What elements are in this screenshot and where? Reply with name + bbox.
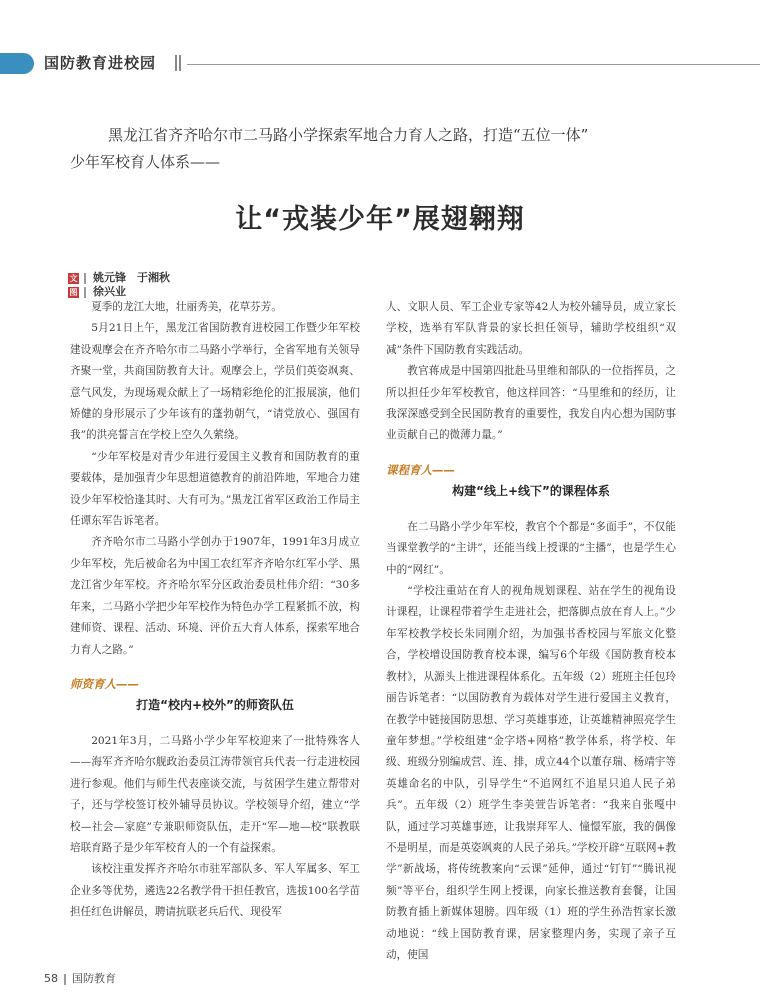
deck-line-2: 少年军校育人体系—— <box>70 153 221 171</box>
paragraph: 在二马路小学少年军校，教官个个都是“多面手”，不仅能当课堂教学的“主讲”，还能当线上授课的“主播”，也是学生心中的“网红”。 <box>386 520 676 576</box>
text-credit-badge: 文 <box>69 273 78 283</box>
photographer-name: 徐兴业 <box>93 285 126 298</box>
right-column <box>386 297 676 966</box>
paragraph: 教官蒋成是中国第四批赴马里维和部队的一位指挥员，之所以担任少年军校教官，他这样回答：“马里维和的经历，让我深深感受到全民国防教育的重要性，我发自内心想为国防事业贡献自己的微薄力量。” <box>386 365 676 442</box>
section-tag-teachers: 师资育人—— <box>70 676 139 691</box>
photo-credit-badge: 图 <box>69 287 78 297</box>
paragraph: “少年军校是对青少年进行爱国主义教育和国防教育的重要载体，是加强青少年思想道德教育的前沿阵地，军地合力建设少年军校恰逢其时、大有可为。”黑龙江省军区政治工作局主任谭东军告诉笔者。 <box>70 450 360 528</box>
paragraph: 齐齐哈尔市二马路小学创办于1907年，1991年3月成立少年军校，先后被命名为中国工农红军齐齐哈尔红军小学、黑龙江省少年军校。齐齐哈尔军分区政治委员杜伟介绍：“30多年来，二马路小学把少年军校作为特色办学工程紧抓不放，构建师资、课程、活动、环境、评价五大育人体系，探索军地合力育人之路。” <box>70 536 360 656</box>
left-column <box>70 297 360 924</box>
article-headline: 让“戎装少年”展翅翱翔 <box>235 204 525 235</box>
magazine-name: 国防教育 <box>72 972 116 985</box>
section-title-curriculum: 构建“线上+线下”的课程体系 <box>452 483 610 498</box>
author-names: 姚元锋 于湘秋 <box>93 271 170 284</box>
deck-line-1: 黑龙江省齐齐哈尔市二马路小学探索军地合力育人之路，打造“五位一体” <box>108 126 589 144</box>
paragraph: 人、文职人员、军工企业专家等42人为校外辅导员，成立家长学校，选举有军队背景的家长担任领导，辅助学校组织“双减”条件下国防教育实践活动。 <box>386 301 676 356</box>
paragraph: “学校注重站在育人的视角规划课程、站在学生的视角设计课程，让课程带着学生走进社会，把落脚点放在育人上。”少年军校教学校长朱同刚介绍，为加强书香校园与军旅文化整合，学校增设国防教育校本课，编写6个年级《国防教育校本教材》，从源头上推进课程体系化。五年级（2）班班主任包玲丽告诉笔者：“以国防教育为载体对学生进行爱国主义教育，在教学中链接国防思想、学习英雄事迹，让英雄精神照亮学生童年梦想。”学校组建“金字塔+网格”教学体系，将学校、年级、班级分别编成营、连、排，成立44个以董存瑞、杨靖宇等英雄命名的中队，引导学生“不追网红不追星只追人民子弟兵”。五年级（2）班学生李美萱告诉笔者：“我来自张嘎中队，通过学习英雄事迹，让我崇拜军人、憧憬军旅，我的偶像不是明星，而是英姿飒爽的人民子弟兵。”学校开辟“互联网+教学”新战场，将传统教案向“云课”延伸，通过“钉钉”“腾讯视频”等平台，组织学生网上授课，向家长推送教育套餐，让国防教育插上新媒体翅膀。四年级（1）班的学生孙浩哲家长激动地说：“线上国防教育课，居家整理内务，实现了亲子互动，使国 <box>386 585 676 961</box>
header-color-tab <box>0 53 34 74</box>
header-rule <box>187 64 760 65</box>
paragraph: 2021年3月，二马路小学少年军校迎来了一批特殊客人——海军齐齐哈尔舰政治委员江涛带领官兵代表一行走进校园进行参观。他们与师生代表座谈交流，与贫困学生建立帮带对子，还与学校签订校外辅导员协议。学校领导介绍，建立“学校—社会—家庭”专兼职师资队伍，走开“军—地—校”联教联培联育路子是少年军校育人的一个有益探索。 <box>70 734 360 854</box>
article-deck <box>70 122 690 176</box>
section-header-title: 国防教育进校园 <box>44 54 157 72</box>
page-footer <box>44 970 116 986</box>
page-number: 58 <box>44 972 58 985</box>
paragraph: 5月21日上午，黑龙江省国防教育进校园工作暨少年军校建设观摩会在齐齐哈尔市二马路小学举行，全省军地有关领导齐聚一堂，共商国防教育大计。观摩会上，学员们英姿飒爽、意气风发，为现场观众献上了一场精彩绝伦的汇报展演，他们矫健的身形展示了少年该有的蓬勃朝气，“请党放心、强国有我”的洪亮誓言在学校上空久久萦绕。 <box>70 322 360 442</box>
header-divider-bars <box>175 55 183 75</box>
section-tag-curriculum: 课程育人—— <box>386 462 455 477</box>
paragraph: 该校注重发挥齐齐哈尔市驻军部队多、军人军属多、军工企业多等优势，遴选22名教学骨干担任教官，选拔100名学苗担任红色讲解员，聘请抗联老兵后代、现役军 <box>70 863 360 919</box>
section-title-teachers: 打造“校内+校外”的师资队伍 <box>136 697 294 712</box>
paragraph: 夏季的龙江大地，壮丽秀美，花草芬芳。 <box>91 301 282 313</box>
